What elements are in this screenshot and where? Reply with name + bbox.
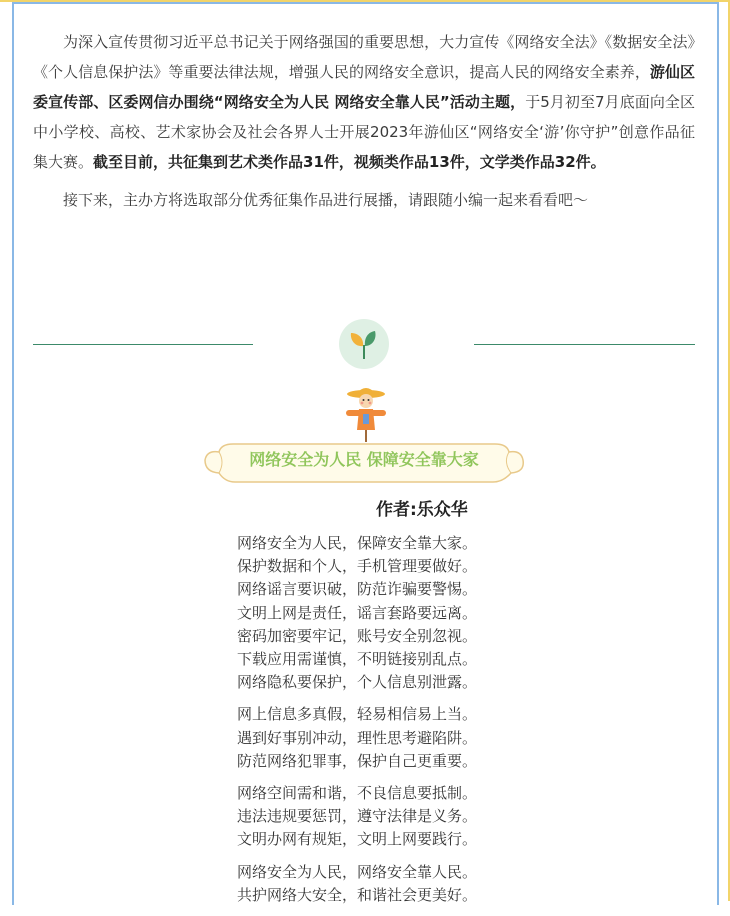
poem-stanza-1 [237,532,537,694]
scarecrow-icon [343,386,389,444]
poem-line: 网络安全为人民，网络安全靠人民。 [237,862,478,881]
poem-title: 网络安全为人民 保障安全靠大家 [249,450,479,469]
intro-bold-organizers: 游仙区委宣传部、区委网信办围绕“网络安全为人民 网络安全靠人民”活动主题， [33,63,695,111]
poem-line: 网上信息多真假，轻易相信易上当。 [237,705,478,724]
divider-right [474,344,695,345]
intro-paragraph-1: 为深入宣传贯彻习近平总书记关于网络强国的重要思想，大力宣传《网络安全法》《数据安全法》《个人信息保护法》等重要法律法规，增强人民的网络安全意识，提高人民的网络安全素养，游仙区委宣传部、区委网信办围绕“网络安全为人民 网络安全靠人民”活动主题，于5月初至7月底面向全区中小学校、高校、艺术家协会及社会各界人士开展2023年游仙区“网络安全‘游’你守护”创意作品征集大赛。截至目前，共征集到艺术类作品31件，视频类作品13件，文学类作品32件。 [33,33,695,171]
poem-stanza-2 [237,703,537,773]
poem-line: 网络谣言要识破，防范诈骗要警惕。 [237,580,478,599]
poem-line: 网络空间需和谐，不良信息要抵制。 [237,784,478,803]
poem-line: 下载应用需谨慎，不明链接别乱点。 [237,650,478,669]
poem-stanza-4 [237,861,537,907]
poem-line: 网络隐私要保护，个人信息别泄露。 [237,673,478,692]
divider-left [33,344,253,345]
poem-stanza-3 [237,782,537,852]
poem-line: 共护网络大安全，和谐社会更美好。 [237,885,478,904]
intro-text [33,27,695,215]
poem-line: 保护数据和个人，手机管理要做好。 [237,557,478,576]
poem-line: 密码加密要牢记，账号安全别忽视。 [237,626,478,645]
poem-line: 文明上网是责任，谣言套路要远离。 [237,603,478,622]
poem-line: 文明办网有规矩，文明上网要践行。 [237,830,478,849]
sprout-icon [339,319,389,369]
intro-paragraph-2: 接下来，主办方将选取部分优秀征集作品进行展播，请跟随小编一起来看看吧～ [63,191,589,209]
poem-line: 违法违规要惩罚，遵守法律是义务。 [237,807,478,826]
poem-body [237,532,537,916]
poem-line: 防范网络犯罪事，保护自己更重要。 [237,751,478,770]
poem-line: 遇到好事别冲动，理性思考避陷阱。 [237,728,478,747]
poem-line: 网络安全为人民，保障安全靠大家。 [237,534,478,552]
poem-title-banner [203,442,525,484]
poem-author: 作者:乐众华 [376,500,468,520]
intro-bold-counts: 截至目前，共征集到艺术类作品31件，视频类作品13件，文学类作品32件。 [93,153,606,171]
